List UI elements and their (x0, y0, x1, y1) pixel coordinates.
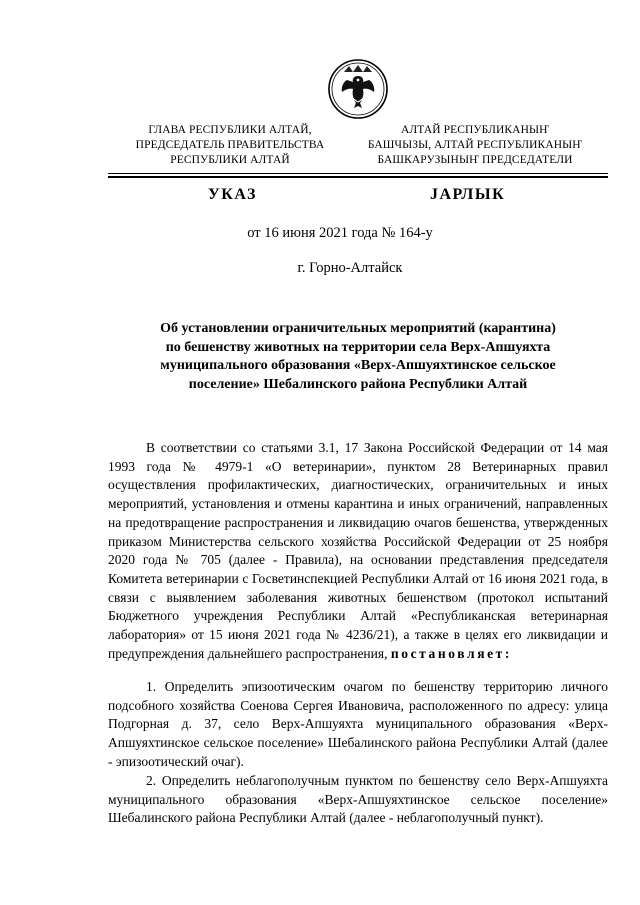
header-left-line: РЕСПУБЛИКИ АЛТАЙ (170, 154, 290, 166)
doc-type-russian: УКАЗ (208, 186, 257, 203)
decree-word: постановляет: (390, 645, 513, 661)
title-line: муниципального образования «Верх-Апшуяхтинское сельское (160, 358, 556, 373)
header-right-line: БАШЧЫЗЫ, АЛТАЙ РЕСПУБЛИКАНЫҤ (367, 139, 583, 151)
title-line: поселение» Шебалинского района Республики Алтай (188, 376, 528, 392)
title-line: Об установлении ограничительных мероприятий (карантина) (160, 321, 556, 336)
item-1-paragraph: 1. Определить эпизоотическим очагом по бешенству территорию личного подсобного хозяйства Соенова Сергея Ивановича, расположенного по адресу: улица Подгорная д. 37, село Верх-Апшуяхта муниципального образования «Верх-Апшуяхтинское сельское поселение» Шебалинского района Республики Алтай (далее - эпизоотический очаг). (108, 679, 608, 769)
preamble-paragraph (108, 439, 608, 663)
header-left-russian (110, 123, 350, 168)
header-right-line: АЛТАЙ РЕСПУБЛИКАНЫҤ (401, 124, 549, 136)
item-2-paragraph: 2. Определить неблагополучным пунктом по бешенству село Верх-Апшуяхта муниципального образования «Верх-Апшуяхтинскoе сельское поселение» Шебалинского района Республики Алтай (далее - неблагополучный пункт). (108, 773, 608, 826)
preamble-text: В соответствии со статьями 3.1, 17 Закона Российской Федерации от 14 мая 1993 года № 4979-1 «О ветеринарии», пунктом 28 Ветеринарных правил осуществления профилактических, диагностических, ограничительных и иных мероприятий, установления и отмены карантина и иных ограничений, направленных на предотвращение распространения и ликвидацию очагов бешенства, утвержденных приказом Министерства сельского хозяйства Российской Федерации от 25 ноября 2020 года № 705 (далее - Правила), на основании представления председателя Комитета ветеринарии с Госветинспекцией Республики Алтай от 16 июня 2021 года, в связи с выявлением заболевания животных бешенством (протокол испытаний Бюджетного учреждения Республики Алтай «Республиканская ветеринарная лаборатория» от 15 июня 2021 года № 4236/21), а также в целях его ликвидации и предупреждения дальнейшего распространения, (108, 440, 608, 661)
header-divider-thin (108, 173, 608, 174)
header-right-altai (360, 123, 590, 168)
header-left-line: ПРЕДСЕДАТЕЛЬ ПРАВИТЕЛЬСТВА (135, 139, 325, 151)
header-right-line: БАШКАРУЗЫНЫҤ ПРЕДСЕДАТЕЛИ (377, 154, 573, 166)
decree-title (108, 320, 608, 394)
date-and-number: от 16 июня 2021 года № 164-у (247, 225, 433, 241)
coat-of-arms-icon (327, 58, 389, 120)
doc-type-altai: ЈАРЛЫК (430, 186, 506, 203)
header-divider-thick (108, 176, 608, 178)
title-line: по бешенству животных на территории села Верх-Апшуяхта (165, 339, 551, 355)
header-left-line: ГЛАВА РЕСПУБЛИКИ АЛТАЙ, (148, 124, 312, 136)
city: г. Горно-Алтайск (297, 260, 403, 276)
